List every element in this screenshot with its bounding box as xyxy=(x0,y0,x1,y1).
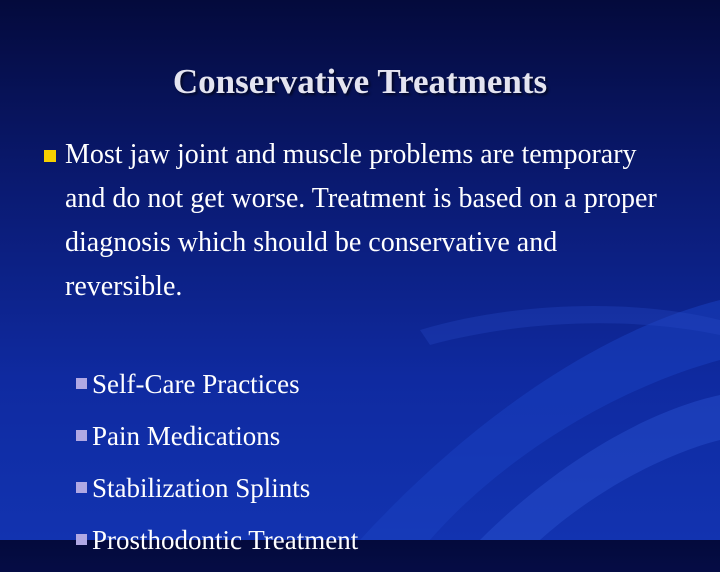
sub-bullet-list xyxy=(76,364,676,572)
sub-bullet-item xyxy=(76,364,676,416)
sub-bullet-text: Prosthodontic Treatment xyxy=(92,525,359,555)
yellow-square-bullet-icon xyxy=(44,150,56,162)
square-bullet-icon xyxy=(76,430,87,441)
sub-bullet-text: Pain Medications xyxy=(92,421,281,451)
slide-title: Conservative Treatments xyxy=(172,62,548,101)
sub-bullet-item xyxy=(76,520,676,572)
sub-bullet-item xyxy=(76,468,676,520)
sub-bullet-text: Stabilization Splints xyxy=(92,473,311,503)
main-bullet xyxy=(44,133,664,309)
sub-bullet-item xyxy=(76,416,676,468)
sub-bullet-text: Self-Care Practices xyxy=(92,369,300,399)
square-bullet-icon xyxy=(76,378,87,389)
square-bullet-icon xyxy=(76,482,87,493)
main-bullet-text: Most jaw joint and muscle problems are temporary and do not get worse. Treatment is based on a proper diagnosis which should be conservative and reversible. xyxy=(65,139,657,302)
